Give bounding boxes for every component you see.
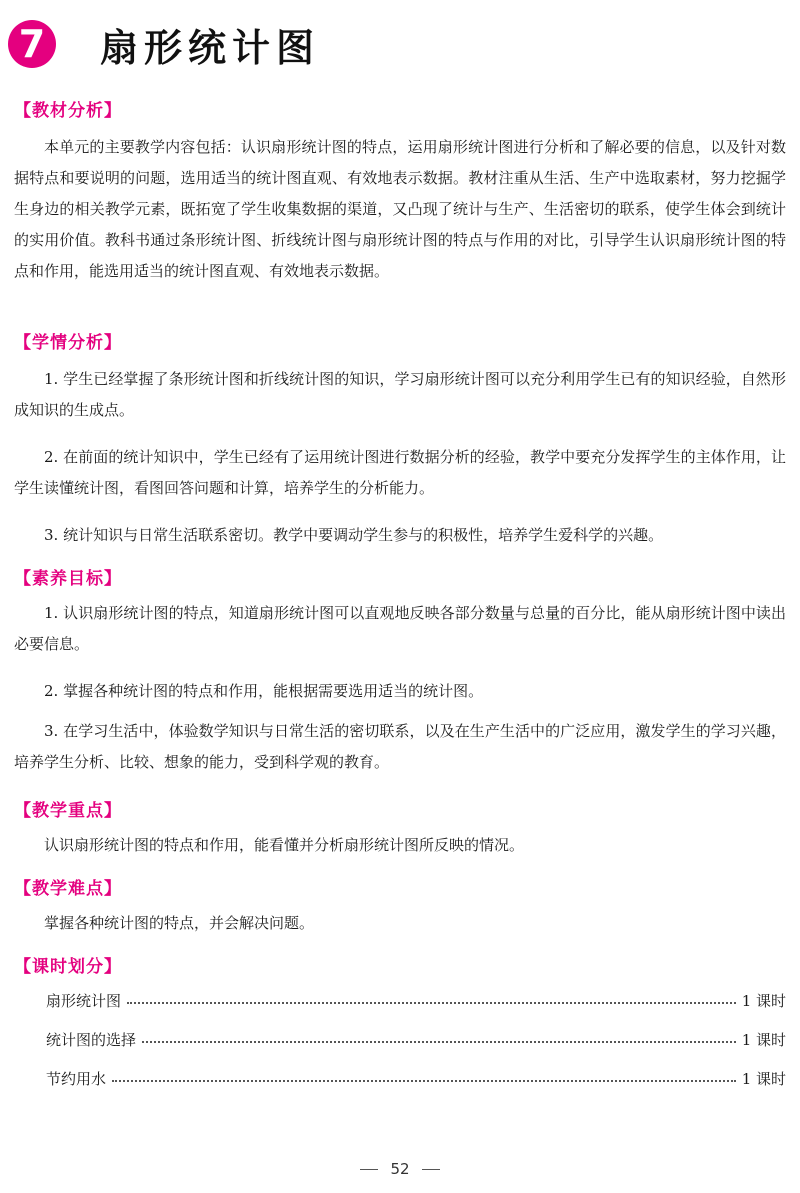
leader-dots bbox=[142, 1041, 736, 1043]
schedule-row bbox=[46, 988, 786, 1012]
paragraph-difficulties: 掌握各种统计图的特点，并会解决问题。 bbox=[44, 914, 315, 932]
schedule-lesson-name: 节约用水 bbox=[46, 1069, 107, 1088]
paragraph-goal-2: 2. 掌握各种统计图的特点和作用，能根据需要选用适当的统计图。 bbox=[44, 682, 484, 700]
section-heading-textbook-analysis: 【教材分析】 bbox=[14, 101, 122, 121]
schedule-lesson-hours: 1 课时 bbox=[741, 1030, 786, 1049]
paragraph-key-points: 认识扇形统计图的特点和作用，能看懂并分析扇形统计图所反映的情况。 bbox=[44, 836, 525, 854]
schedule-lesson-hours: 1 课时 bbox=[741, 991, 786, 1010]
schedule-lesson-name: 统计图的选择 bbox=[46, 1030, 137, 1049]
paragraph-goal-1: 1. 认识扇形统计图的特点，知道扇形统计图可以直观地反映各部分数量与总量的百分比，能从扇形统计图中读出必要信息。 bbox=[14, 604, 786, 653]
chapter-header bbox=[8, 14, 320, 74]
schedule-row bbox=[46, 1027, 786, 1051]
footer-rule-right bbox=[422, 1169, 440, 1170]
chapter-number-badge: 7 bbox=[8, 20, 56, 68]
paragraph-student-analysis-1: 1. 学生已经掌握了条形统计图和折线统计图的知识，学习扇形统计图可以充分利用学生已有的知识经验，自然形成知识的生成点。 bbox=[14, 370, 786, 419]
schedule-row bbox=[46, 1066, 786, 1090]
paragraph-student-analysis-3: 3. 统计知识与日常生活联系密切。教学中要调动学生参与的积极性，培养学生爱科学的兴趣。 bbox=[44, 526, 664, 544]
schedule-lesson-hours: 1 课时 bbox=[741, 1069, 786, 1088]
schedule-lesson-name: 扇形统计图 bbox=[46, 991, 122, 1010]
leader-dots bbox=[127, 1002, 736, 1004]
section-heading-schedule: 【课时划分】 bbox=[14, 957, 122, 977]
section-heading-key-points: 【教学重点】 bbox=[14, 801, 122, 821]
paragraph-textbook-analysis: 本单元的主要教学内容包括：认识扇形统计图的特点，运用扇形统计图进行分析和了解必要的信息，以及针对数据特点和要说明的问题，选用适当的统计图直观、有效地表示数据。教材注重从生活、生产中选取素材，努力挖掘学生身边的相关教学元素，既拓宽了学生收集数据的渠道，又凸现了统计与生产、生活密切的联系，使学生体会到统计的实用价值。教科书通过条形统计图、折线统计图与扇形统计图的特点与作用的对比，引导学生认识扇形统计图的特点和作用，能选用适当的统计图直观、有效地表示数据。 bbox=[14, 138, 786, 280]
page-footer bbox=[0, 1160, 800, 1178]
section-heading-difficulties: 【教学难点】 bbox=[14, 879, 122, 899]
section-heading-student-analysis: 【学情分析】 bbox=[14, 333, 122, 353]
paragraph-goal-3: 3. 在学习生活中，体验数学知识与日常生活的密切联系，以及在生产生活中的广泛应用，激发学生的学习兴趣，培养学生分析、比较、想象的能力，受到科学观的教育。 bbox=[14, 722, 786, 771]
leader-dots bbox=[112, 1080, 736, 1082]
paragraph-student-analysis-2: 2. 在前面的统计知识中，学生已经有了运用统计图进行数据分析的经验，教学中要充分发挥学生的主体作用，让学生读懂统计图，看图回答问题和计算，培养学生的分析能力。 bbox=[14, 448, 786, 497]
chapter-title: 扇形统计图 bbox=[100, 25, 321, 70]
footer-rule-left bbox=[360, 1169, 378, 1170]
page-number: 52 bbox=[390, 1160, 410, 1178]
section-heading-goals: 【素养目标】 bbox=[14, 569, 122, 589]
